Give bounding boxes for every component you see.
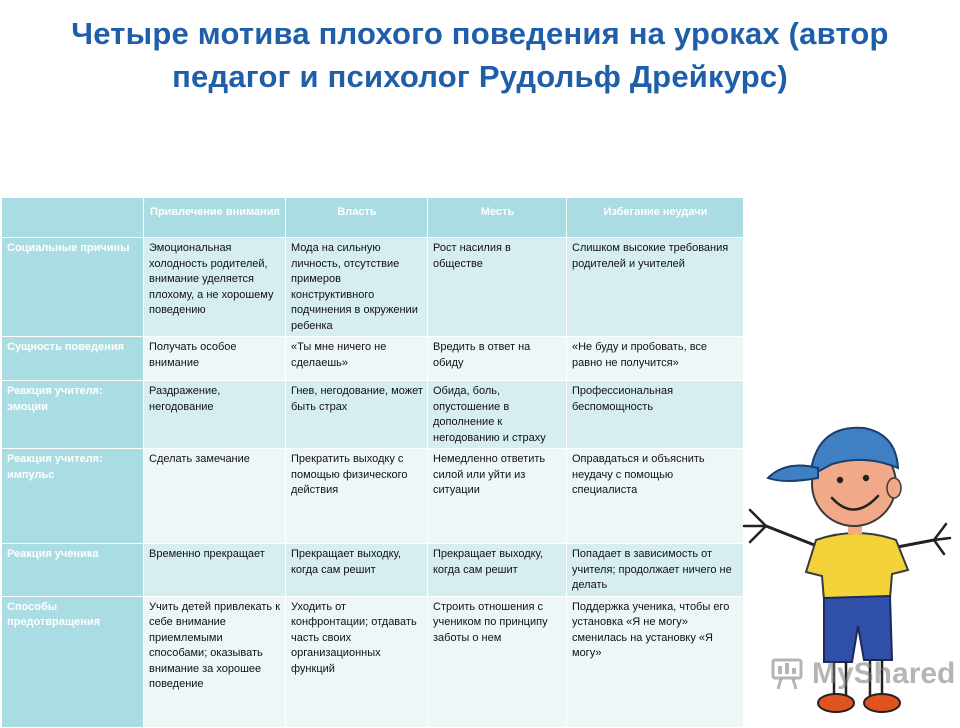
table-row <box>2 544 744 597</box>
table-cell: Получать особое внимание <box>144 337 286 381</box>
column-header-avoidance: Избегание неудачи <box>567 198 744 238</box>
table-cell: Попадает в зависимость от учителя; продолжает ничего не делать <box>567 544 744 597</box>
table-cell: Строить отношения с учеником по принципу заботы о нем <box>428 596 567 727</box>
row-header: Реакция ученика <box>2 544 144 597</box>
row-header: Социальные причины <box>2 238 144 337</box>
column-header-power: Власть <box>286 198 428 238</box>
table-cell: Сделать замечание <box>144 449 286 544</box>
table-cell: Вредить в ответ на обиду <box>428 337 567 381</box>
table-row <box>2 238 744 337</box>
table-cell: Учить детей привлекать к себе внимание приемлемыми способами; оказывать внимание за хорошее поведение <box>144 596 286 727</box>
watermark-text: MyShared <box>812 657 956 690</box>
table-cell: Уходить от конфронтации; отдавать часть своих организационных функций <box>286 596 428 727</box>
motives-table-container <box>1 197 743 720</box>
row-header: Реакция учителя: эмоции <box>2 381 144 449</box>
motives-table <box>1 197 744 728</box>
table-cell: Прекращает выходку, когда сам решит <box>428 544 567 597</box>
table-cell: Прекращает выходку, когда сам решит <box>286 544 428 597</box>
table-cell: Обида, боль, опустошение в дополнение к негодованию и страху <box>428 381 567 449</box>
table-cell: Эмоциональная холодность родителей, внимание уделяется плохому, а не хорошему поведению <box>144 238 286 337</box>
presentation-board-icon <box>770 657 806 691</box>
table-cell: Временно прекращает <box>144 544 286 597</box>
table-cell: Гнев, негодование, может быть страх <box>286 381 428 449</box>
page-title: Четыре мотива плохого поведения на уроках (автор педагог и психолог Рудольф Дрейкурс) <box>71 16 889 94</box>
column-header-revenge: Месть <box>428 198 567 238</box>
table-cell: Мода на сильную личность, отсутствие примеров конструктивного подчинения в окружении ребенка <box>286 238 428 337</box>
column-header-attention: Привлечение внимания <box>144 198 286 238</box>
table-cell: «Ты мне ничего не сделаешь» <box>286 337 428 381</box>
table-cell: Оправдаться и объяснить неудачу с помощью специалиста <box>567 449 744 544</box>
watermark <box>770 654 955 694</box>
row-header: Способы предотвращения <box>2 596 144 727</box>
table-cell: Прекратить выходку с помощью физического действия <box>286 449 428 544</box>
table-cell: Немедленно ответить силой или уйти из ситуации <box>428 449 567 544</box>
table-corner-cell <box>2 198 144 238</box>
row-header: Реакция учителя: импульс <box>2 449 144 544</box>
table-cell: Раздражение, негодование <box>144 381 286 449</box>
table-row <box>2 381 744 449</box>
table-cell: Поддержка ученика, чтобы его установка «Я не могу» сменилась на установку «Я могу» <box>567 596 744 727</box>
row-header: Сущность поведения <box>2 337 144 381</box>
table-cell: «Не буду и пробовать, все равно не получится» <box>567 337 744 381</box>
table-row <box>2 596 744 727</box>
table-row <box>2 337 744 381</box>
table-cell: Слишком высокие требования родителей и учителей <box>567 238 744 337</box>
table-cell: Рост насилия в обществе <box>428 238 567 337</box>
table-cell: Профессиональная беспомощность <box>567 381 744 449</box>
table-row <box>2 449 744 544</box>
